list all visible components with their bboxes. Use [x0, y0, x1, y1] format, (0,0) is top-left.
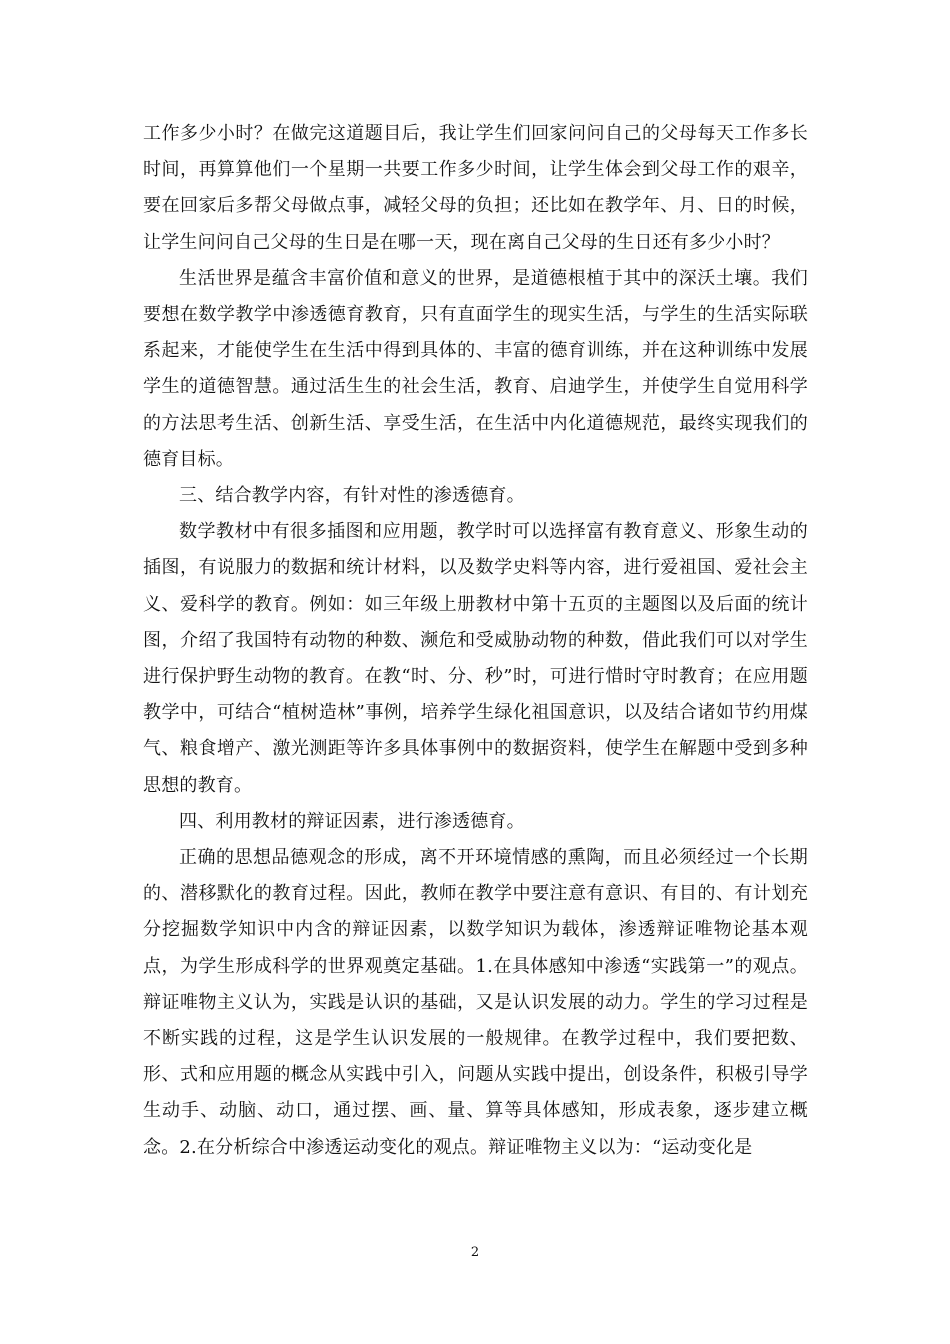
document-body	[143, 116, 808, 1166]
paragraph-life-world: 生活世界是蕴含丰富价值和意义的世界，是道德根植于其中的深沃土壤。我们要想在数学教学中渗透德育教育，只有直面学生的现实生活，与学生的生活实际联系起来，才能使学生在生活中得到具体的、丰富的德育训练，并在这种训练中发展学生的道德智慧。通过活生生的社会生活，教育、启迪学生，并使学生自觉用科学的方法思考生活、创新生活、享受生活，在生活中内化道德规范，最终实现我们的德育目标。	[143, 267, 808, 470]
page-number: 2	[470, 1245, 480, 1260]
section-heading-3: 三、结合教学内容，有针对性的渗透德育。	[179, 485, 525, 507]
paragraph-textbook-illustrations: 数学教材中有很多插图和应用题，教学时可以选择富有教育意义、形象生动的插图，有说服力的数据和统计材料，以及数学史料等内容，进行爱祖国、爱社会主义、爱科学的教育。例如：如三年级上册教材中第十五页的主题图以及后面的统计图，介绍了我国特有动物的种数、濒危和受威胁动物的种数，借此我们可以对学生进行保护野生动物的教育。在教“时、分、秒”时，可进行惜时守时教育；在应用题教学中，可结合“植树造林”事例，培养学生绿化祖国意识，以及结合诸如节约用煤气、粮食增产、激光测距等许多具体事例中的数据资料，使学生在解题中受到多种思想的教育。	[143, 521, 808, 796]
paragraph-continued: 工作多少小时？在做完这道题目后，我让学生们回家问问自己的父母每天工作多长时间，再算算他们一个星期一共要工作多少时间，让学生体会到父母工作的艰辛，要在回家后多帮父母做点事，减轻父母的负担；还比如在教学年、月、日的时候，让学生问问自己父母的生日是在哪一天，现在离自己父母的生日还有多少小时？	[143, 123, 808, 253]
paragraph-dialectical-factors: 正确的思想品德观念的形成，离不开环境情感的熏陶，而且必须经过一个长期的、潜移默化的教育过程。因此，教师在教学中要注意有意识、有目的、有计划充分挖掘数学知识中内含的辩证因素，以数学知识为载体，渗透辩证唯物论基本观点，为学生形成科学的世界观奠定基础。1.在具体感知中渗透“实践第一”的观点。辩证唯物主义认为，实践是认识的基础，又是认识发展的动力。学生的学习过程是不断实践的过程，这是学生认识发展的一般规律。在教学过程中，我们要把数、形、式和应用题的概念从实践中引入，问题从实践中提出，创设条件，积极引导学生动手、动脑、动口，通过摆、画、量、算等具体感知，形成表象，逐步建立概念。2.在分析综合中渗透运动变化的观点。辩证唯物主义以为：“运动变化是	[143, 847, 808, 1158]
section-heading-4: 四、利用教材的辩证因素，进行渗透德育。	[179, 810, 525, 832]
